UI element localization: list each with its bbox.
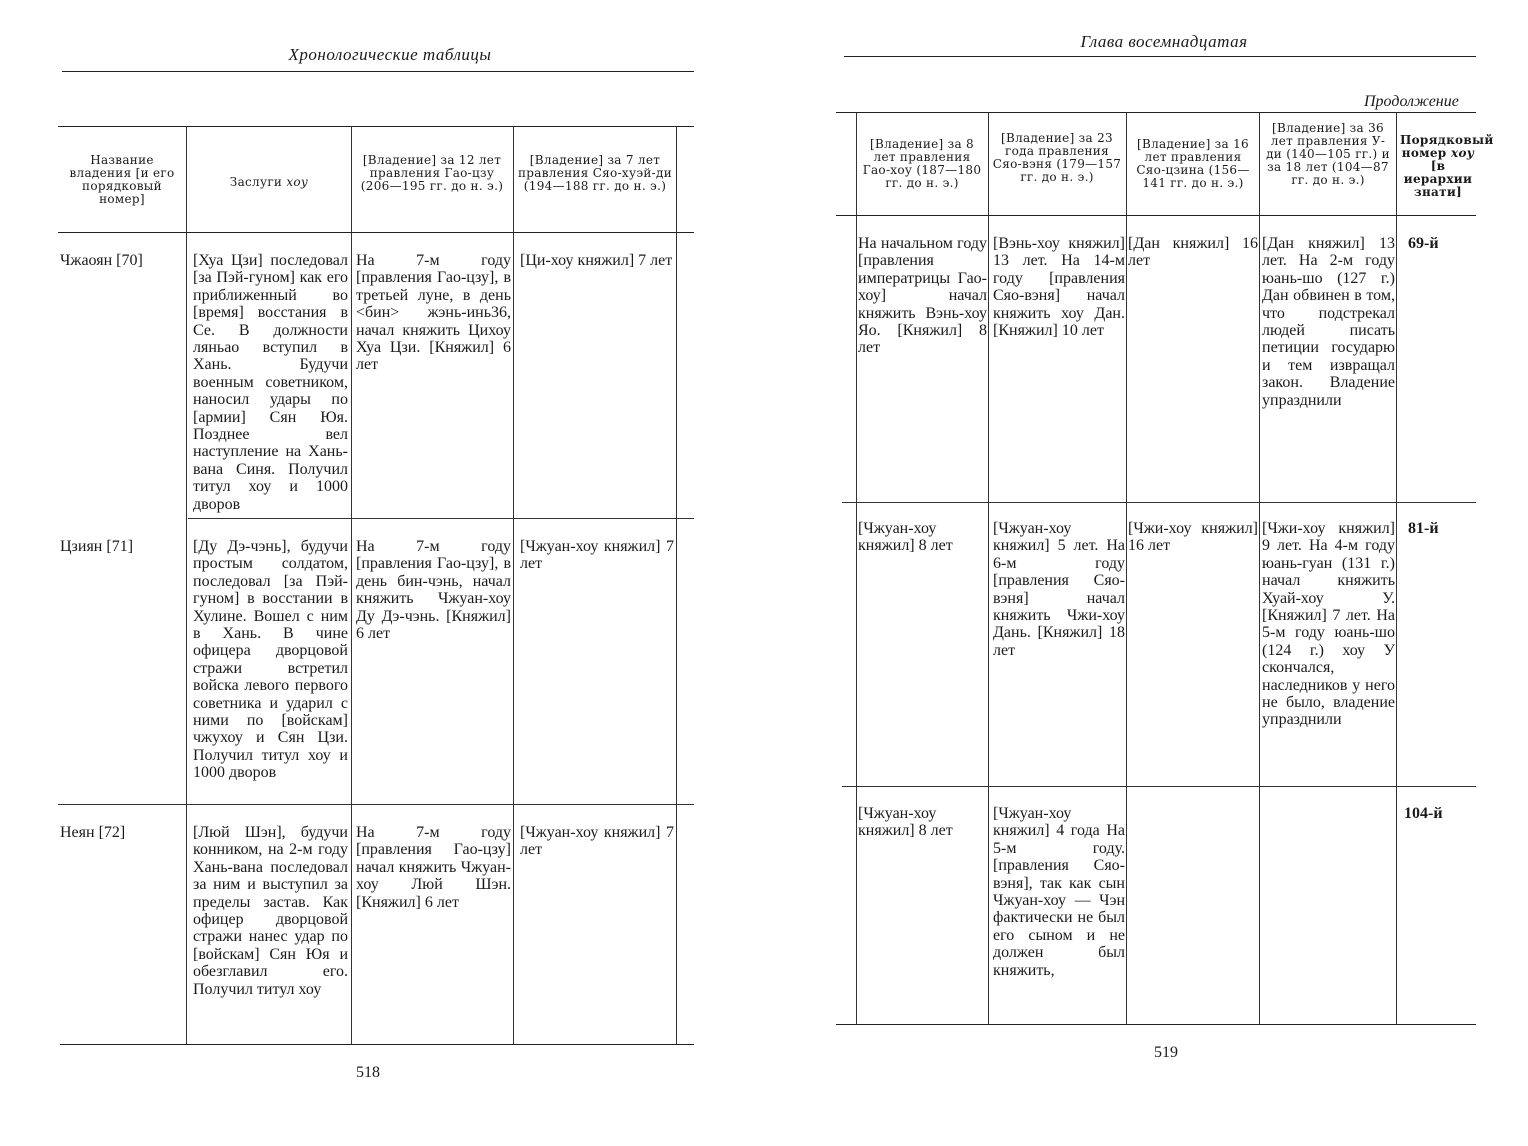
rank-header-text: Порядковый номер хоу [в иерархии знати]	[1400, 133, 1494, 199]
merits-cell: [Ду Дэ-чэнь], будучи простым солдатом, последовал [за Пэй-гуном] в восстании в Хулине. Вошел с ним в Хань. В чине офицера дворцовой стражи встретил войска левого первого советника и ударил с ними по [войскам] чжухоу и Сян Цзи. Получил титул хоу и 1000 дворов	[193, 538, 348, 782]
right-col-divider-2	[988, 112, 989, 1024]
right-col-divider-5	[1396, 112, 1397, 1024]
left-row1-rule	[188, 518, 694, 519]
left-table-top-rule	[58, 126, 694, 127]
rank-cell: 69-й	[1408, 235, 1439, 252]
right-table-bottom-rule	[836, 1024, 1476, 1025]
row-name-tsziyan: Цзиян [71]	[60, 538, 134, 555]
right-col-header-wudi: [Владение] за 36 лет правления У-ди (140—105 гг.) и за 18 лет (104—87 гг. до н. э.)	[1266, 121, 1390, 187]
xiaowen-cell: [Чжуан-хоу княжил] 5 лет. На 6-м году [правления Сяо-вэня] начал княжить Чжи-хоу Дань. [Княжил] 18 лет	[993, 520, 1125, 659]
right-page-number: 519	[1154, 1044, 1178, 1061]
wudi-cell: [Дан княжил] 13 лет. На 2-м году юань-шо (127 г.) Дан обвинен в том, что подстрекал людей писать петиции государю и тем извращал закон. Владение упразднили	[1262, 235, 1395, 409]
right-col-divider-4	[1259, 112, 1260, 1024]
left-col-divider-1	[186, 126, 187, 1044]
left-col-header-xiaohui: [Владение] за 7 лет правления Сяо-хуэй-ди (194—188 гг. до н. э.)	[518, 153, 673, 193]
right-head-rule	[844, 56, 1476, 57]
gaozu-cell: На 7-м году [правления Гао-цзу], в третьей луне, в день <бин> жэнь-инь36, начал княжить Цихоу Хуа Цзи. [Княжил] 6 лет	[356, 252, 511, 374]
xiaojing-cell: [Чжи-хоу княжил] 16 лет	[1128, 520, 1258, 555]
continuation-label: Продолжение	[1364, 93, 1459, 110]
right-col-header-rank	[1400, 133, 1494, 199]
gaohou-cell: На начальном году [правления императрицы Гао-хоу] начал княжить Вэнь-хоу Яо. [Княжил] 8 лет	[858, 235, 987, 357]
row-name-neyan: Неян [72]	[60, 824, 126, 841]
right-col-divider-3	[1126, 112, 1127, 1024]
merits-header-text: Заслуги хоу	[229, 175, 309, 189]
right-running-head: Глава восемнадцатая	[1080, 32, 1248, 51]
left-col-header-gaozu: [Владение] за 12 лет правления Гао-цзу (206—195 гг. до н. э.)	[360, 153, 504, 193]
left-running-head: Хронологические таблицы	[288, 45, 492, 64]
merits-cell: [Хуа Цзи] последовал [за Пэй-гуном] как его приближенный во [время] восстания в Се. В должности ляньао вступил в Хань. Будучи военным советником, наносил удары по [армии] Сян Юя. Позднее вел наступление на Хань-вана Синя. Получил титул хоу и 1000 дворов	[193, 252, 348, 513]
xiaojing-cell: [Дан княжил] 16 лет	[1128, 235, 1258, 270]
right-col-header-xiaojing: [Владение] за 16 лет правления Сяо-цзина (156—141 гг. до н. э.)	[1136, 137, 1250, 190]
gaozu-cell: На 7-м году [правления Гао-цзу], в день бин-чэнь, начал княжить Чжуан-хоу Ду Дэ-чэнь. [Княжил] 6 лет	[356, 538, 511, 643]
left-table-bottom-rule	[60, 1044, 694, 1045]
gaozu-cell: На 7-м году [правления Гао-цзу] начал княжить Чжуан-хоу Люй Шэн. [Княжил] 6 лет	[356, 824, 511, 911]
row-name-zhaoyan: Чжаоян [70]	[60, 252, 143, 269]
left-col-header-merits	[192, 176, 346, 189]
right-col-header-gaohou: [Владение] за 8 лет правления Гао-хоу (187—180 гг. до н. э.)	[862, 137, 982, 190]
xiaohui-cell: [Чжуан-хоу княжил] 7 лет	[520, 538, 674, 573]
xiaowen-cell: [Вэнь-хоу княжил] 13 лет. На 14-м году [правления Сяо-вэня] начал княжить хоу Дан. [Княжил] 10 лет	[993, 235, 1125, 340]
gaohou-cell: [Чжуан-хоу княжил] 8 лет	[858, 805, 953, 840]
rank-cell: 104-й	[1404, 805, 1443, 822]
xiaohui-cell: [Ци-хоу княжил] 7 лет	[520, 252, 673, 269]
left-col-header-name: Название владения [и его порядковый номер]	[69, 153, 175, 206]
right-col-divider-1	[856, 112, 857, 1024]
left-page-number: 518	[356, 1064, 380, 1081]
xiaowen-cell: [Чжуан-хоу княжил] 4 года На 5-м году. [правления Сяо-вэня], так как сын Чжуан-хоу — Чэн фактически не был его сыном и не должен был княжить,	[993, 805, 1125, 979]
wudi-cell: [Чжи-хоу княжил] 9 лет. На 4-м году юань-гуан (131 г.) начал княжить Хуай-хоу У. [Княжил] 7 лет. На 5-м году юань-шо (124 г.) хоу У скончался, наследников у него не было, владение упразднили	[1262, 520, 1395, 729]
left-header-bottom-rule	[58, 232, 694, 233]
right-page	[764, 0, 1528, 1146]
right-row1-rule	[842, 502, 1476, 503]
xiaohui-cell: [Чжуан-хоу княжил] 7 лет	[520, 824, 674, 859]
merits-cell: [Люй Шэн], будучи конником, на 2-м году Хань-вана последовал за ним и выступил за пределы застав. Как офицер дворцовой стражи нанес удар по [войскам] Сян Юя и обезглавил его. Получил титул хоу	[193, 824, 348, 998]
right-table-top-rule	[836, 112, 1476, 113]
gaohou-cell: [Чжуан-хоу княжил] 8 лет	[858, 520, 953, 555]
right-col-header-xiaowen: [Владение] за 23 года правления Сяо-вэня (179—157 гг. до н. э.)	[992, 131, 1122, 184]
right-row2-rule	[842, 786, 1476, 787]
left-col-divider-2	[351, 126, 352, 1044]
left-head-rule	[62, 71, 694, 72]
rank-cell: 81-й	[1408, 520, 1439, 537]
left-col-divider-4	[676, 126, 677, 1044]
left-row2-rule	[58, 804, 694, 805]
right-header-bottom-rule	[836, 215, 1476, 216]
left-col-divider-3	[513, 126, 514, 1044]
